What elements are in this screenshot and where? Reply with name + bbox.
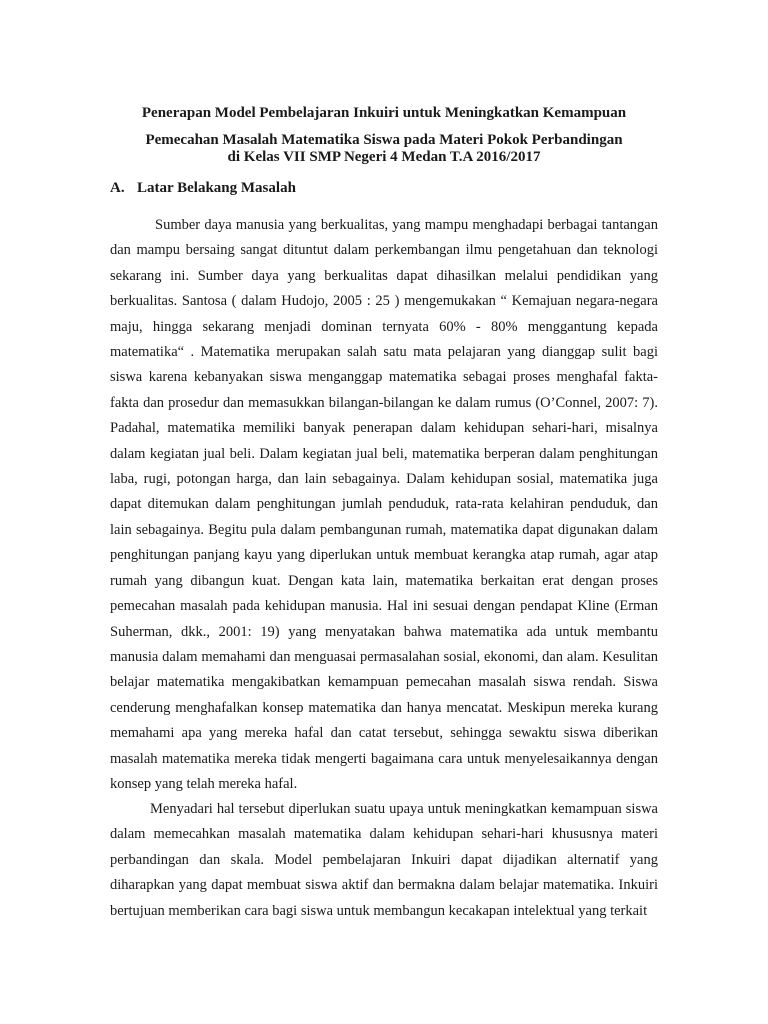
section-heading — [110, 179, 296, 197]
document-title-line-1: Penerapan Model Pembelajaran Inkuiri untuk Meningkatkan Kemampuan — [141, 105, 627, 121]
section-marker: A. — [110, 180, 125, 196]
paragraph-2: Menyadari hal tersebut diperlukan suatu upaya untuk meningkatkan kemampuan siswa dalam memecahkan masalah matematika dalam kehidupan sehari-hari khususnya materi perbandingan dan skala. Model pembelajaran Inkuiri dapat dijadikan alternatif yang diharapkan yang dapat membuat siswa aktif dan bermakna dalam belajar matematika. Inkuiri bertujuan memberikan cara bagi siswa untuk membangun kecakapan intelektual yang terkait — [110, 801, 658, 919]
paragraph-1: Sumber daya manusia yang berkualitas, yang mampu menghadapi berbagai tantangan dan mampu bersaing sangat dituntut dalam perkembangan ilmu pengetahuan dan teknologi sekarang ini. Sumber daya yang berkualitas dapat dihasilkan melalui pendidikan yang berkualitas. Santosa ( dalam Hudojo, 2005 : 25 ) mengemukakan “ Kemajuan negara-negara maju, hingga sekarang menjadi dominan ternyata 60% - 80% menggantung kepada matematika“ . Matematika merupakan salah satu mata pelajaran yang dianggap sulit bagi siswa karena kebanyakan siswa menganggap matematika sebagai proses menghafal fakta-fakta dan prosedur dan memasukkan bilangan-bilangan ke dalam rumus (O’Connel, 2007: 7). Padahal, matematika memiliki banyak penerapan dalam kehidupan sehari-hari, misalnya dalam kegiatan jual beli. Dalam kegiatan jual beli, matematika berperan dalam penghitungan laba, rugi, potongan harga, dan lain sebagainya. Dalam kehidupan sosial, matematika juga dapat ditemukan dalam penghitungan jumlah penduduk, rata-rata kelahiran penduduk, dan lain sebagainya. Begitu pula dalam pembangunan rumah, matematika dapat digunakan dalam penghitungan panjang kayu yang diperlukan untuk membuat kerangka atap rumah, agar atap rumah yang dibangun kuat. Dengan kata lain, matematika berkaitan erat dengan proses pemecahan masalah pada kehidupan manusia. Hal ini sesuai dengan pendapat Kline (Erman Suherman, dkk., 2001: 19) yang menyatakan bahwa matematika ada untuk membantu manusia dalam memahami dan menguasai permasalahan sosial, ekonomi, dan alam. Kesulitan belajar matematika mengakibatkan kemampuan pemecahan masalah siswa rendah. Siswa cenderung menghafalkan konsep matematika dan hanya mencatat. Meskipun mereka kurang memahami apa yang mereka hafal dan catat tersebut, sehingga sewaktu siswa diberikan masalah matematika mereka tidak mengerti bagaimana cara untuk menyelesaikannya dengan konsep yang telah mereka hafal. — [110, 217, 658, 792]
section-heading-text: Latar Belakang Masalah — [137, 180, 296, 196]
document-title-line-2: Pemecahan Masalah Matematika Siswa pada Materi Pokok Perbandingan — [145, 132, 623, 148]
document-title-line-3: di Kelas VII SMP Negeri 4 Medan T.A 2016/2017 — [227, 149, 541, 165]
